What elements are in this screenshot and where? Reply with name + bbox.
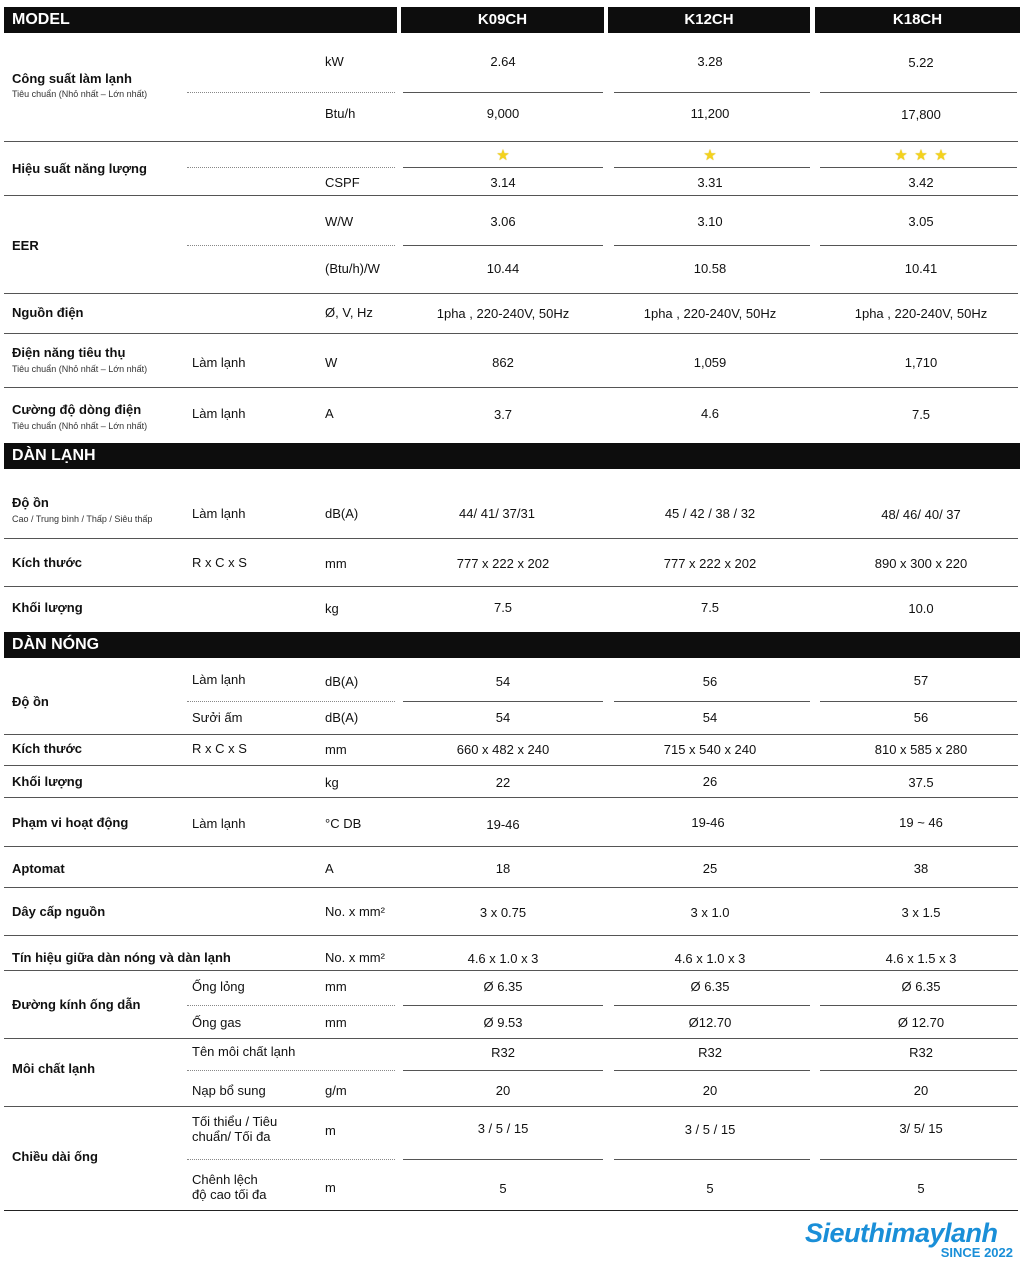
row-divider: [187, 1070, 395, 1071]
eer-btuw-unit: (Btu/h)/W: [325, 261, 380, 276]
current-k12: 4.6: [700, 406, 720, 421]
pipe-gas-k09: Ø 9.53: [483, 1015, 523, 1030]
indoor-weight-k12: 7.5: [700, 600, 720, 615]
refrigerant-name-k09: R32: [491, 1045, 515, 1060]
eer-ww-unit: W/W: [325, 214, 354, 229]
op-range-k18: 19 ~ 46: [899, 815, 943, 830]
row-divider: [187, 701, 395, 702]
row-divider: [4, 887, 1018, 888]
refrigerant-charge-k09: 20: [495, 1083, 511, 1098]
energy-star-icon: ★: [496, 147, 510, 164]
indoor-size-label: Kích thước: [12, 555, 82, 570]
cspf-k09: 3.14: [490, 175, 516, 190]
pipe-length-k12: 3 / 5 / 15: [684, 1122, 736, 1137]
refrigerant-name-k18: R32: [909, 1045, 933, 1060]
row-divider: [4, 765, 1018, 766]
eer-ww-k12: 3.10: [697, 214, 723, 229]
power-source-label: Nguồn điện: [12, 305, 84, 320]
outdoor-noise-label: Độ ồn: [12, 694, 49, 709]
row-divider: [4, 387, 1018, 388]
outdoor-section-title: DÀN NÓNG: [4, 632, 1020, 658]
indoor-size-k09: 777 x 222 x 202: [456, 556, 550, 571]
pipe-diameter-label: Đường kính ống dẫn: [12, 997, 141, 1012]
current-sub: Tiêu chuẩn (Nhỏ nhất – Lớn nhất): [12, 421, 148, 431]
refrigerant-charge-unit: g/m: [325, 1083, 347, 1098]
model-header-cell: [4, 7, 397, 33]
height-diff-mode-line2: độ cao tối đa: [192, 1187, 267, 1202]
outdoor-weight-k09: 22: [495, 775, 511, 790]
capacity-btu-k12: 11,200: [690, 106, 730, 121]
pipe-liquid-unit: mm: [325, 979, 347, 994]
outdoor-weight-k18: 37.5: [908, 775, 934, 790]
indoor-weight-k18: 10.0: [908, 601, 934, 616]
capacity-kw-k09: 2.64: [490, 54, 516, 69]
model-k12ch-header: K12CH: [608, 7, 810, 33]
power-consumption-k09: 862: [492, 355, 514, 370]
outdoor-noise-heat-k09: 54: [495, 710, 511, 725]
refrigerant-charge-mode: Nạp bổ sung: [192, 1083, 266, 1098]
indoor-noise-mode: Làm lạnh: [192, 506, 246, 521]
energy-star-icon: ★: [894, 147, 908, 164]
cspf-unit: CSPF: [325, 175, 360, 190]
outdoor-noise-heat-mode: Sưởi ấm: [192, 710, 243, 725]
row-divider: [187, 167, 395, 168]
pipe-length-k09: 3 / 5 / 15: [477, 1121, 529, 1136]
row-divider: [4, 293, 1018, 294]
row-divider: [4, 970, 1018, 971]
row-divider: [614, 92, 810, 93]
current-mode: Làm lạnh: [192, 406, 246, 421]
refrigerant-name-k12: R32: [698, 1045, 722, 1060]
pipe-liquid-mode: Ống lỏng: [192, 979, 245, 994]
indoor-noise-sub: Cao / Trung bình / Thấp / Siêu thấp: [12, 514, 153, 524]
row-divider: [614, 701, 810, 702]
outdoor-size-dims: R x C x S: [192, 741, 247, 756]
indoor-size-unit: mm: [325, 556, 347, 571]
height-diff-k09: 5: [499, 1181, 507, 1196]
row-divider: [4, 935, 1018, 936]
cooling-capacity-sub: Tiêu chuẩn (Nhỏ nhất – Lớn nhất): [12, 89, 148, 99]
row-divider: [403, 92, 603, 93]
signal-cable-label: Tín hiệu giữa dàn nóng và dàn lạnh: [12, 950, 231, 965]
row-divider: [187, 1005, 395, 1006]
power-consumption-unit: W: [325, 355, 338, 370]
eer-btuw-k18: 10.41: [904, 261, 938, 276]
signal-cable-k12: 4.6 x 1.0 x 3: [674, 951, 746, 966]
signal-cable-unit: No. x mm²: [325, 950, 385, 965]
outdoor-size-unit: mm: [325, 742, 347, 757]
row-divider: [403, 701, 603, 702]
breaker-k09: 18: [495, 861, 511, 876]
pipe-liquid-k09: Ø 6.35: [483, 979, 523, 994]
row-divider: [4, 195, 1018, 196]
outdoor-size-label: Kích thước: [12, 741, 82, 756]
row-divider: [820, 92, 1017, 93]
current-label: Cường độ dòng điện: [12, 402, 142, 417]
brand-name: Sieuthimaylanh: [805, 1218, 998, 1248]
eer-btuw-k09: 10.44: [486, 261, 520, 276]
height-diff-k12: 5: [706, 1181, 714, 1196]
power-consumption-label: Điện năng tiêu thụ: [12, 345, 126, 360]
indoor-weight-k09: 7.5: [493, 600, 513, 615]
refrigerant-name-mode: Tên môi chất lạnh: [192, 1044, 296, 1059]
signal-cable-k09: 4.6 x 1.0 x 3: [467, 951, 539, 966]
breaker-k18: 38: [913, 861, 929, 876]
outdoor-noise-heat-unit: dB(A): [325, 710, 359, 725]
current-k18: 7.5: [911, 407, 931, 422]
pipe-gas-k12: Ø12.70: [688, 1015, 732, 1030]
height-diff-mode-line1: Chênh lệch: [192, 1172, 258, 1187]
outdoor-noise-cool-k18: 57: [913, 673, 929, 688]
cooling-capacity-label: Công suất làm lạnh: [12, 71, 132, 86]
eer-btuw-k12: 10.58: [693, 261, 727, 276]
current-unit: A: [325, 406, 334, 421]
energy-efficiency-label: Hiệu suất năng lượng: [12, 161, 147, 176]
row-divider: [4, 797, 1018, 798]
row-divider: [820, 1070, 1017, 1071]
power-cable-k18: 3 x 1.5: [901, 905, 941, 920]
power-cable-k12: 3 x 1.0: [690, 905, 730, 920]
outdoor-noise-cool-mode: Làm lạnh: [192, 672, 246, 687]
pipe-length-mode-line2: chuẩn/ Tối đa: [192, 1129, 271, 1144]
op-range-k09: 19-46: [486, 817, 520, 832]
pipe-liquid-k18: Ø 6.35: [901, 979, 941, 994]
outdoor-weight-unit: kg: [325, 775, 339, 790]
outdoor-noise-cool-k09: 54: [495, 674, 511, 689]
indoor-weight-label: Khối lượng: [12, 600, 83, 615]
outdoor-weight-k12: 26: [702, 774, 718, 789]
pipe-liquid-k12: Ø 6.35: [690, 979, 730, 994]
indoor-weight-unit: kg: [325, 601, 339, 616]
model-label: MODEL: [12, 11, 70, 28]
outdoor-noise-cool-unit: dB(A): [325, 674, 359, 689]
power-cable-unit: No. x mm²: [325, 904, 385, 919]
signal-cable-k18: 4.6 x 1.5 x 3: [885, 951, 957, 966]
breaker-unit: A: [325, 861, 334, 876]
outdoor-noise-heat-k12: 54: [702, 710, 718, 725]
row-divider: [614, 167, 810, 168]
brand-logo: [805, 1218, 1019, 1262]
model-k09ch-header: K09CH: [401, 7, 604, 33]
power-consumption-k12: 1,059: [693, 355, 727, 370]
current-k09: 3.7: [493, 407, 513, 422]
pipe-gas-mode: Ống gas: [192, 1015, 242, 1030]
indoor-size-k18: 890 x 300 x 220: [874, 556, 968, 571]
refrigerant-charge-k18: 20: [913, 1083, 929, 1098]
indoor-section-title: DÀN LẠNH: [4, 443, 1020, 469]
outdoor-size-k18: 810 x 585 x 280: [874, 742, 968, 757]
row-divider: [4, 846, 1018, 847]
row-divider: [4, 141, 1018, 142]
op-range-k12: 19-46: [691, 815, 725, 830]
pipe-length-k18: 3/ 5/ 15: [899, 1121, 943, 1136]
row-divider: [403, 1159, 603, 1160]
op-range-label: Phạm vi hoạt động: [12, 815, 129, 830]
indoor-noise-k12: 45 / 42 / 38 / 32: [664, 506, 756, 521]
energy-star-icon: ★: [703, 147, 717, 164]
pipe-length-unit: m: [325, 1123, 336, 1138]
power-source-k18: 1pha , 220-240V, 50Hz: [854, 306, 988, 321]
capacity-kw-k12: 3.28: [697, 54, 723, 69]
indoor-size-dims: R x C x S: [192, 555, 247, 570]
row-divider: [4, 1106, 1018, 1107]
outdoor-noise-heat-k18: 56: [913, 710, 929, 725]
eer-ww-k09: 3.06: [490, 214, 516, 229]
row-divider: [187, 1159, 395, 1160]
outdoor-noise-cool-k12: 56: [702, 674, 718, 689]
capacity-btu-k09: 9,000: [486, 106, 520, 121]
power-cable-k09: 3 x 0.75: [479, 905, 527, 920]
cspf-k18: 3.42: [908, 175, 934, 190]
row-divider: [187, 92, 395, 93]
table-bottom-border: [4, 1210, 1018, 1211]
row-divider: [187, 245, 395, 246]
indoor-noise-k18: 48/ 46/ 40/ 37: [881, 507, 961, 522]
row-divider: [614, 1159, 810, 1160]
refrigerant-charge-k12: 20: [702, 1083, 718, 1098]
row-divider: [820, 1005, 1017, 1006]
capacity-btu-unit: Btu/h: [325, 106, 356, 121]
breaker-label: Aptomat: [12, 861, 65, 876]
capacity-kw-unit: kW: [325, 54, 344, 69]
power-cable-label: Dây cấp nguồn: [12, 904, 106, 919]
energy-star-icon: ★: [934, 147, 948, 164]
row-divider: [614, 1070, 810, 1071]
pipe-length-mode-line1: Tối thiểu / Tiêu: [192, 1114, 278, 1129]
op-range-mode: Làm lạnh: [192, 816, 246, 831]
pipe-length-label: Chiều dài ống: [12, 1149, 98, 1164]
indoor-noise-label: Độ ồn: [12, 495, 49, 510]
brand-since: SINCE 2022: [940, 1245, 1013, 1260]
eer-ww-k18: 3.05: [908, 214, 934, 229]
row-divider: [820, 1159, 1017, 1160]
indoor-noise-unit: dB(A): [325, 506, 359, 521]
power-source-k09: 1pha , 220-240V, 50Hz: [436, 306, 570, 321]
eer-label: EER: [12, 238, 39, 253]
power-consumption-sub: Tiêu chuẩn (Nhỏ nhất – Lớn nhất): [12, 364, 148, 374]
row-divider: [4, 1038, 1018, 1039]
row-divider: [4, 538, 1018, 539]
row-divider: [4, 333, 1018, 334]
capacity-kw-k18: 5.22: [908, 55, 934, 70]
breaker-k12: 25: [702, 861, 718, 876]
outdoor-weight-label: Khối lượng: [12, 774, 83, 789]
pipe-gas-unit: mm: [325, 1015, 347, 1030]
outdoor-size-k09: 660 x 482 x 240: [456, 742, 550, 757]
row-divider: [4, 734, 1018, 735]
row-divider: [403, 167, 603, 168]
indoor-size-k12: 777 x 222 x 202: [663, 556, 757, 571]
model-k18ch-header: K18CH: [815, 7, 1020, 33]
energy-star-icon: ★: [914, 147, 928, 164]
refrigerant-label: Môi chất lạnh: [12, 1061, 96, 1076]
capacity-btu-k18: 17,800: [901, 107, 941, 122]
row-divider: [403, 1070, 603, 1071]
power-source-unit: Ø, V, Hz: [325, 305, 373, 320]
power-source-k12: 1pha , 220-240V, 50Hz: [643, 306, 777, 321]
row-divider: [403, 1005, 603, 1006]
power-consumption-mode: Làm lạnh: [192, 355, 246, 370]
row-divider: [614, 1005, 810, 1006]
row-divider: [820, 245, 1017, 246]
power-consumption-k18: 1,710: [904, 355, 938, 370]
indoor-noise-k09: 44/ 41/ 37/31: [459, 506, 535, 521]
height-diff-unit: m: [325, 1180, 336, 1195]
height-diff-k18: 5: [917, 1181, 925, 1196]
row-divider: [403, 245, 603, 246]
outdoor-size-k12: 715 x 540 x 240: [663, 742, 757, 757]
cspf-k12: 3.31: [697, 175, 723, 190]
row-divider: [614, 245, 810, 246]
op-range-unit: °C DB: [325, 816, 362, 831]
row-divider: [820, 167, 1017, 168]
row-divider: [4, 586, 1018, 587]
row-divider: [820, 701, 1017, 702]
pipe-gas-k18: Ø 12.70: [897, 1015, 945, 1030]
